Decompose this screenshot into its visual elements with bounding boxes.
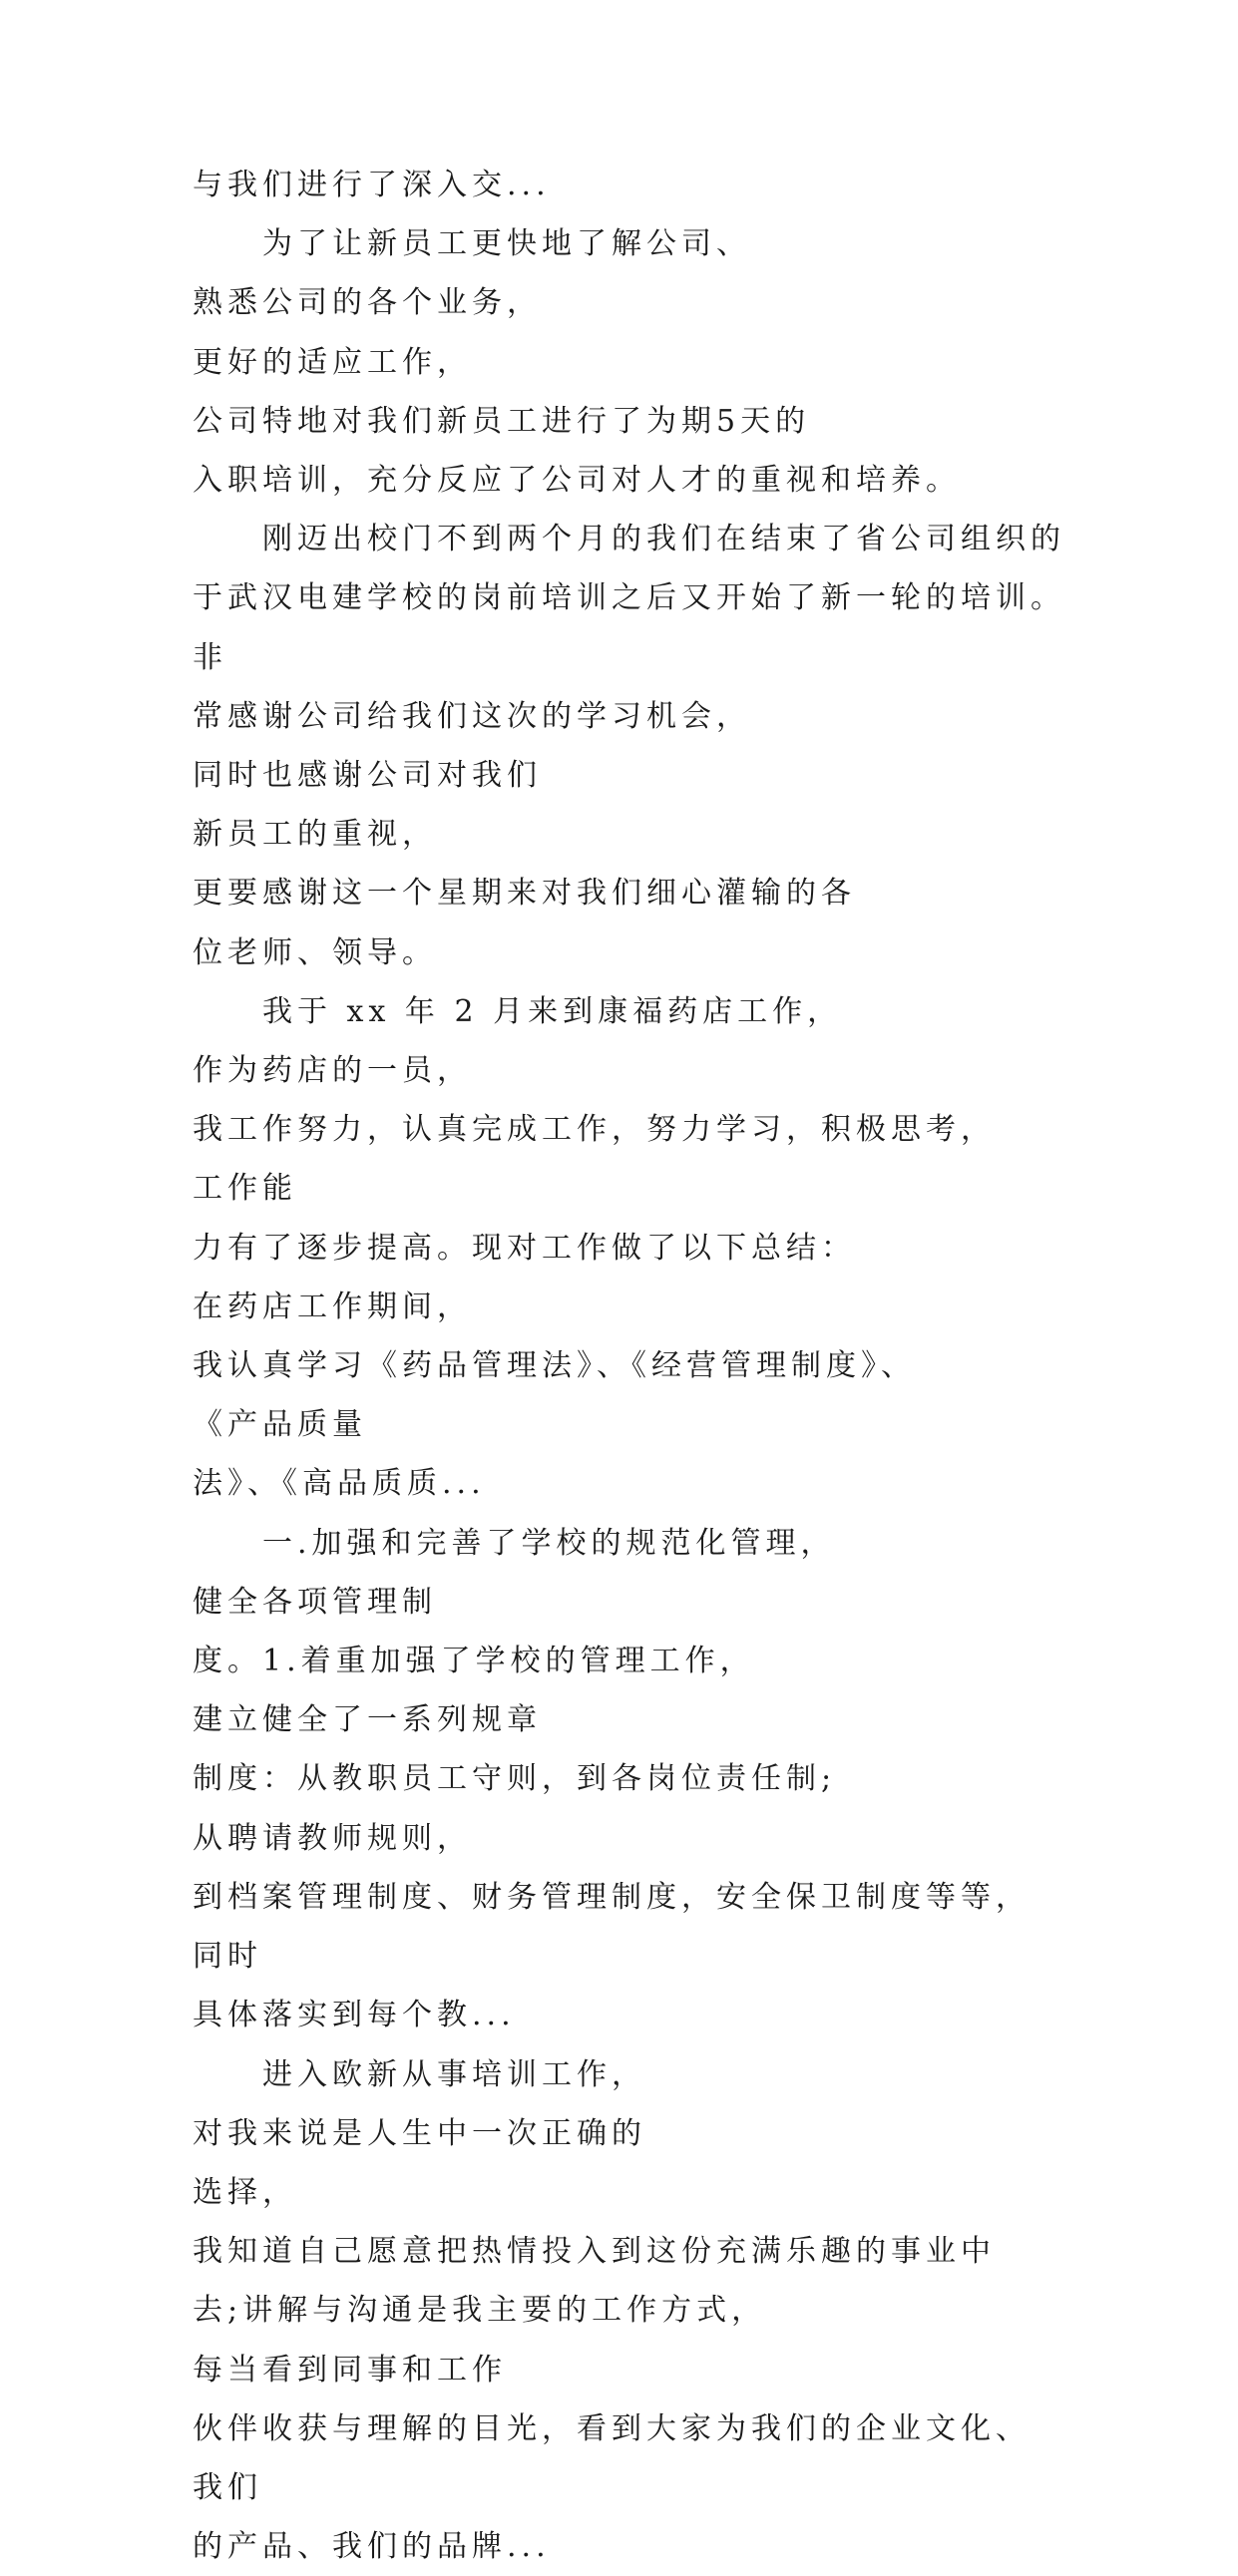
paragraph-3: 刚迈出校门不到两个月的我们在结束了省公司组织的 于武汉电建学校的岗前培训之后又开始了新一轮的培训。非 常感谢公司给我们这次的学习机会，同时也感谢公司对我们 新员工的重视，更要感谢这一个星期来对我们细心灌输的各 位老师、领导。 <box>193 510 1070 982</box>
paragraph-2: 为了让新员工更快地了解公司、熟悉公司的各个业务， 更好的适应工作，公司特地对我们新员工进行了为期5天的 入职培训，充分反应了公司对人才的重视和培养。 <box>193 214 1070 510</box>
paragraph-6: 进入欧新从事培训工作，对我来说是人生中一次正确的 选择，我知道自己愿意把热情投入到这份充满乐趣的事业中 去;讲解与沟通是我主要的工作方式，每当看到同事和工作 伙伴收获与理解的目光，看到大家为我们的企业文化、我们 的产品、我们的品牌... <box>193 2045 1070 2576</box>
paragraph-5: 一.加强和完善了学校的规范化管理，健全各项管理制 度。1.着重加强了学校的管理工作，建立健全了一系列规章 制度：从教职员工守则，到各岗位责任制;从聘请教师规则， 到档案管理制度、财务管理制度，安全保卫制度等等，同时 具体落实到每个教... <box>193 1514 1070 2045</box>
document-body <box>193 156 1070 2576</box>
paragraph-1: 与我们进行了深入交... <box>193 156 1070 214</box>
paragraph-4: 我于 xx 年 2 月来到康福药店工作，作为药店的一员， 我工作努力，认真完成工作，努力学习，积极思考，工作能 力有了逐步提高。现对工作做了以下总结：在药店工作期间， 我认真学习《药品管理法》、《经营管理制度》、《产品质量 法》、《高品质质... <box>193 982 1070 1514</box>
